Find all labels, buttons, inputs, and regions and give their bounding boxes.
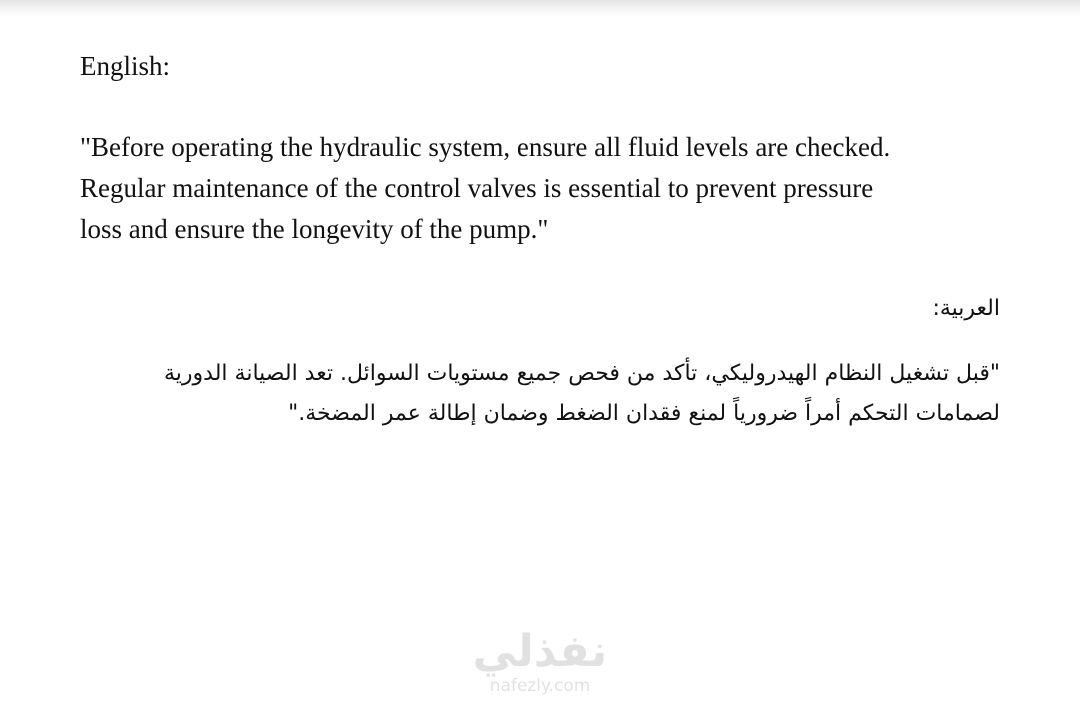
watermark-logo: نفذلي <box>472 626 608 677</box>
arabic-heading: العربية: <box>932 296 1000 321</box>
nafezly-watermark <box>455 628 625 696</box>
arabic-paragraph: "قبل تشغيل النظام الهيدروليكي، تأكد من فحص جميع مستويات السوائل. تعد الصيانة الدورية لصمامات التحكم أمراً ضرورياً لمنع فقدان الضغط وضمان إطالة عمر المضخة." <box>164 361 1000 426</box>
english-paragraph: "Before operating the hydraulic system, ensure all fluid levels are checked. Regular maintenance of the control valves is essential to prevent pressure loss and ensure the longevity of the pump." <box>80 132 891 244</box>
watermark-url: nafezly.com <box>489 676 591 696</box>
english-heading: English: <box>80 51 171 81</box>
document-body <box>80 46 1000 434</box>
top-edge-shadow <box>0 0 1080 16</box>
